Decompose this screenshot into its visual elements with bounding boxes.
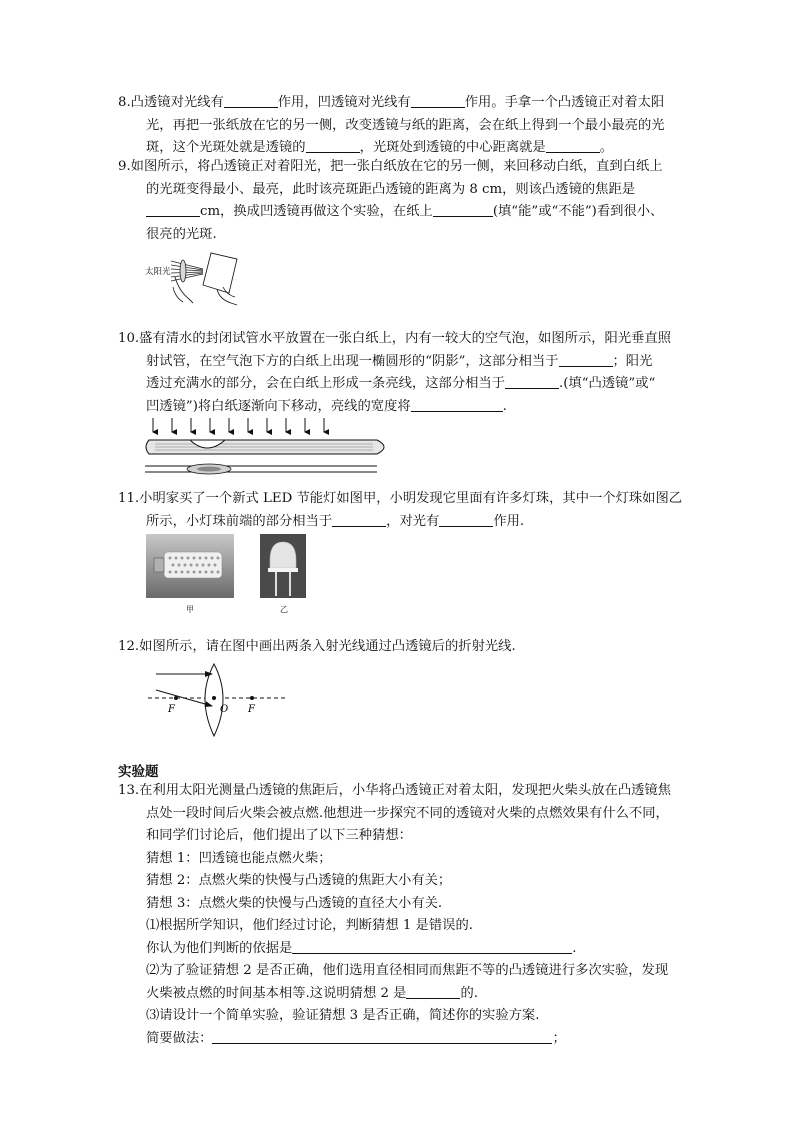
answer-blank[interactable] <box>546 137 600 153</box>
sun-rays <box>171 261 203 281</box>
sunlight-arrows <box>153 418 324 432</box>
q11-text: 11.小明家买了一个新式 LED 节能灯如图甲，小明发现它里面有许多灯珠，其中一个灯珠如图乙 <box>118 491 683 506</box>
q13-text: 你认为他们判断的依据是 <box>146 940 293 956</box>
answer-blank[interactable] <box>505 373 559 389</box>
caption-b: 乙 <box>280 605 288 614</box>
answer-blank[interactable] <box>292 938 572 954</box>
answer-blank[interactable] <box>212 1028 552 1044</box>
q9-text: 的光斑变得最小、最亮，此时该亮斑距凸透镜的距离为 8 cm，则该凸透镜的焦距是 <box>146 181 636 197</box>
answer-blank[interactable] <box>146 201 200 217</box>
sub-question-3: ⑶请设计一个简单实验，验证猜想 3 是否正确，简述你的实验方案. <box>146 1008 540 1023</box>
q10-text: 凹透镜”)将白纸逐渐向下移动，亮线的宽度将 <box>146 398 411 414</box>
q9-text: (填“能”或“不能”)看到很小、 <box>492 204 664 219</box>
q8-text: 作用，凹透镜对光线有 <box>277 95 411 110</box>
answer-blank[interactable] <box>411 92 465 108</box>
convex-lens <box>180 260 186 282</box>
section-title: 实验题 <box>118 764 159 780</box>
answer-blank[interactable] <box>332 511 386 527</box>
led-bead-photo <box>260 534 310 616</box>
q8-text: 8.凸透镜对光线有 <box>118 95 224 110</box>
q10-text: . <box>502 398 507 414</box>
q13-text: ； <box>552 1030 566 1046</box>
led-lamp-photo <box>146 534 238 616</box>
q10-text: 透过充满水的部分，会在白纸上形成一条亮线，这部分相当于 <box>146 376 506 391</box>
q13-text: 点处一段时间后火柴会被点燃.他想进一步探究不同的透镜对火柴的点燃效果有什么不同， <box>146 805 669 821</box>
answer-blank[interactable] <box>306 137 360 153</box>
question-11 <box>118 488 703 533</box>
q13-text: 火柴被点燃的时间基本相等.这说明猜想 2 是 <box>146 985 407 1001</box>
focal-point-left <box>174 696 178 700</box>
q10-text: 10.盛有清水的封闭试管水平放置在一张白纸上，内有一较大的空气泡，如图所示，阳光垂直照 <box>118 331 672 346</box>
sub-question-2: ⑵为了验证猜想 2 是否正确，他们选用直径相同而焦距不等的凸透镜进行多次实验，发现 <box>146 963 669 978</box>
q8-text: ，光斑处到透镜的中心距离就是 <box>359 140 546 155</box>
lamp-screw-base <box>154 558 164 572</box>
q13-text: . <box>572 940 577 956</box>
hypothesis-2: 猜想 2：点燃火柴的快慢与凸透镜的焦距大小有关； <box>146 873 452 888</box>
white-paper <box>203 253 237 293</box>
question-9 <box>118 156 703 246</box>
hypothesis-1: 猜想 1：凹透镜也能点燃火柴； <box>146 850 332 866</box>
q10-text: ；阳光 <box>612 353 653 369</box>
answer-blank[interactable] <box>433 201 493 217</box>
q10-text: .(填“凸透镜”或“ <box>559 376 656 391</box>
question-12 <box>118 636 703 659</box>
bead-dome <box>270 542 296 568</box>
q11-text: 所示，小灯珠前端的部分相当于 <box>146 513 333 529</box>
q13-text: 13.在利用太阳光测量凸透镜的焦距后，小华将凸透镜正对着太阳，发现把火柴头放在凸透镜焦 <box>118 783 672 798</box>
answer-blank[interactable] <box>406 983 460 999</box>
q9-text: 很亮的光斑. <box>146 226 217 242</box>
question-10 <box>118 328 703 418</box>
test-tube-figure <box>145 416 395 484</box>
q13-text: 简要做法： <box>146 1030 213 1046</box>
label-f-left: F <box>168 704 175 715</box>
answer-blank[interactable] <box>559 351 613 367</box>
answer-blank[interactable] <box>224 92 278 108</box>
q13-text: 的. <box>460 985 479 1001</box>
sub-question-1: ⑴根据所学知识，他们经过讨论，判断猜想 1 是错误的. <box>146 918 473 933</box>
q9-text: cm，换成凹透镜再做这个实验，在纸上 <box>200 204 433 219</box>
q8-text: 斑，这个光斑处就是透镜的 <box>146 140 306 155</box>
q13-text: 和同学们讨论后，他们提出了以下三种猜想： <box>146 828 412 843</box>
q11-text: 作用. <box>493 513 525 529</box>
answer-blank[interactable] <box>439 511 493 527</box>
q8-text: 。 <box>599 140 614 155</box>
caption-a: 甲 <box>186 605 194 614</box>
answer-blank[interactable] <box>411 396 503 412</box>
label-o: O <box>220 704 229 715</box>
question-8 <box>118 92 703 160</box>
convex-lens-ray-diagram[interactable] <box>146 662 296 742</box>
q12-text: 12.如图所示，请在图中画出两条入射光线通过凸透镜后的折射光线. <box>118 639 516 654</box>
optical-center <box>212 696 216 700</box>
q8-text: 作用。手拿一个凸透镜正对着太阳 <box>464 95 665 110</box>
focal-point-right <box>250 696 254 700</box>
q11-text: ，对光有 <box>386 513 440 529</box>
hypothesis-3: 猜想 3：点燃火柴的快慢与凸透镜的直径大小有关. <box>146 895 443 911</box>
sunlight-lens-figure <box>145 247 245 309</box>
sunlight-label: 太阳光 <box>145 267 171 277</box>
label-f-right: F <box>248 704 255 715</box>
q8-text: 光，再把一张纸放在它的另一侧，改变透镜与纸的距离，会在纸上得到一个最小最亮的光 <box>146 117 665 133</box>
q10-text: 射试管，在空气泡下方的白纸上出现一椭圆形的“阴影”，这部分相当于 <box>146 353 559 369</box>
question-13 <box>118 780 703 1050</box>
q9-text: 9.如图所示，将凸透镜正对着阳光，把一张白纸放在它的另一侧，来回移动白纸，直到白纸上 <box>118 159 663 174</box>
